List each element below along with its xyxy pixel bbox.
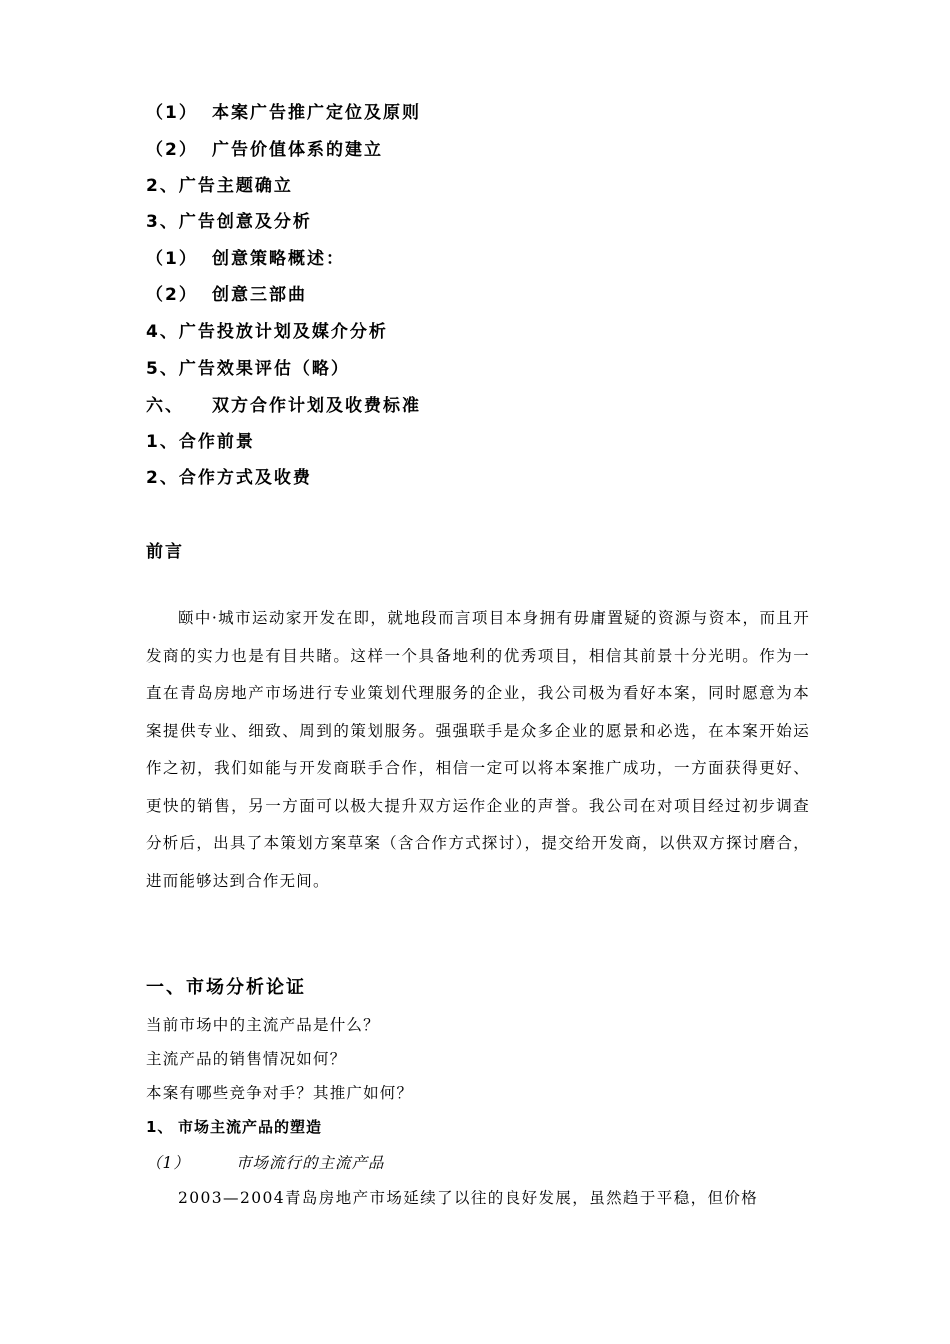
question-line: 本案有哪些竞争对手？其推广如何？: [146, 1084, 414, 1102]
toc-text: 双方合作计划及收费标准: [212, 396, 421, 416]
toc-item: [146, 466, 312, 490]
toc-number: 3、: [146, 212, 179, 232]
toc-text: 广告主题确立: [178, 176, 293, 196]
toc-number: 2、: [146, 176, 179, 196]
toc-item: [146, 174, 293, 198]
toc-text: 广告创意及分析: [178, 212, 312, 232]
preface-body: 颐中·城市运动家开发在即，就地段而言项目本身拥有毋庸置疑的资源与资本，而且开发商的实力也是有目共睹。这样一个具备地利的优秀项目，相信其前景十分光明。作为一直在青岛房地产市场进行专业策划代理服务的企业，我公司极为看好本案，同时愿意为本案提供专业、细致、周到的策划服务。强强联手是众多企业的愿景和必选，在本案开始运作之初，我们如能与开发商联手合作，相信一定可以将本案推广成功，一方面获得更好、更快的销售，另一方面可以极大提升双方运作企业的声誉。我公司在对项目经过初步调查分析后，出具了本策划方案草案（含合作方式探讨），提交给开发商，以供双方探讨磨合，进而能够达到合作无间。: [146, 609, 810, 890]
question-line: 主流产品的销售情况如何？: [146, 1050, 347, 1068]
toc-number: （2）: [146, 140, 198, 160]
subsection-text: 市场主流产品的塑造: [178, 1118, 323, 1136]
toc-text: 广告价值体系的建立: [212, 140, 383, 160]
toc-text: 创意三部曲: [212, 285, 307, 305]
toc-item: [146, 247, 345, 271]
toc-number: 六、: [146, 396, 184, 416]
toc-item: [146, 430, 255, 454]
toc-text: 广告效果评估（略）: [178, 359, 350, 379]
toc-item: [146, 101, 421, 125]
toc-number: （1）: [146, 249, 198, 269]
toc-item: [146, 394, 421, 418]
preface-title: 前言: [146, 542, 184, 562]
toc-number: 5、: [146, 359, 179, 379]
section-title: 一、市场分析论证: [146, 977, 306, 998]
toc-text: 创意策略概述：: [212, 249, 345, 269]
toc-item: [146, 357, 350, 381]
toc-number: 4、: [146, 322, 179, 342]
toc-text: 广告投放计划及媒介分析: [178, 322, 388, 342]
toc-number: 1、: [146, 432, 179, 452]
toc-item: [146, 320, 388, 344]
toc-text: 合作方式及收费: [178, 468, 312, 488]
subsection-title: [146, 1115, 322, 1139]
toc-number: 2、: [146, 468, 179, 488]
toc-number: （2）: [146, 285, 198, 305]
toc-item: [146, 283, 307, 307]
toc-item: [146, 138, 383, 162]
subsection-number: 1、: [146, 1118, 174, 1136]
toc-item: [146, 210, 312, 234]
question-line: 当前市场中的主流产品是什么？: [146, 1016, 380, 1034]
toc-text: 合作前景: [178, 432, 255, 452]
sub-subsection-text: 市场流行的主流产品: [236, 1154, 385, 1172]
sub-subsection-title: [146, 1151, 385, 1175]
toc-number: （1）: [146, 103, 198, 123]
toc-text: 本案广告推广定位及原则: [212, 103, 421, 123]
body-paragraph: 2003—2004青岛房地产市场延续了以往的良好发展，虽然趋于平稳，但价格: [178, 1189, 759, 1207]
sub-subsection-number: （1）: [146, 1154, 190, 1172]
